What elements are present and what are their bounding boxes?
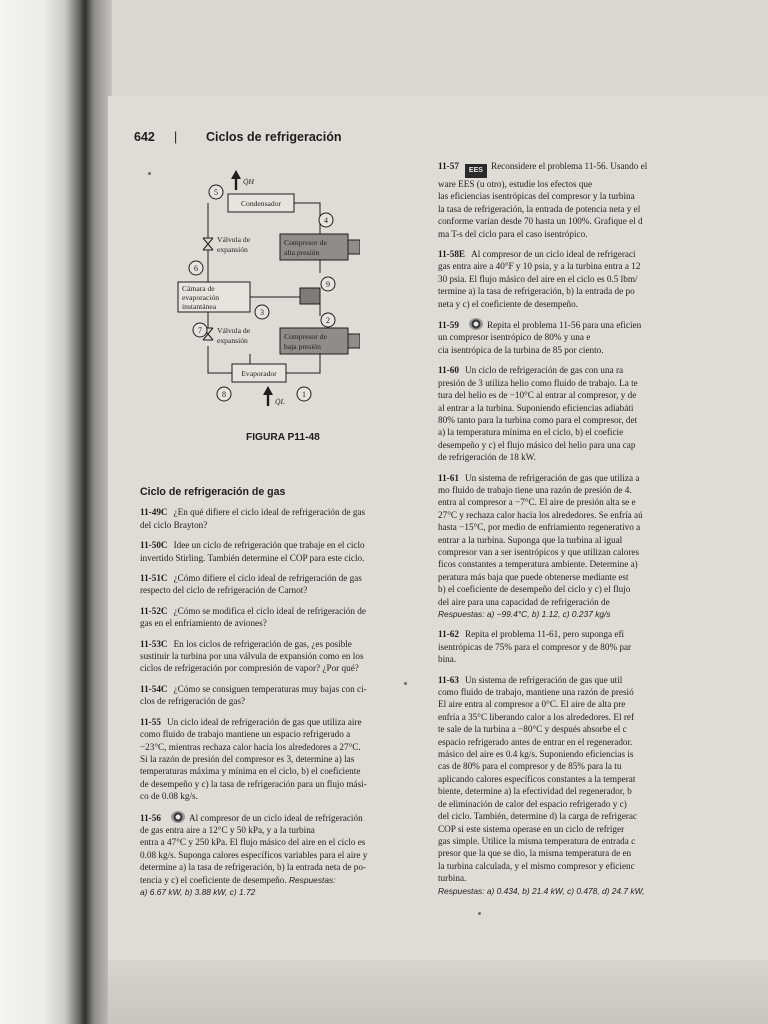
valve1-label-b: expansión bbox=[217, 245, 248, 254]
state-1-label: 1 bbox=[302, 390, 306, 399]
problem-11-61: 11-61 Un sistema de refrigeración de gas que utiliza a mo fluido de trabajo tiene una razón de presión de 4. entra al compresor a −7°C. El aire de presión alta se e 27°C y rechaza calor hacia los alrededores. Se enfría aú hasta −15°C, por medio de enfriamiento regenerativo a entrar a la turbina. Suponga que la turbina al igual compresor van a ser isentrópicos y que utilizan calores ficos constantes a temperatura ambiente. Determine a) peratura más baja que puede obtenerse mediante est b) el coeficiente de desempeño del ciclo y c) el flujo del aire para una capacidad de refrigeración de Respuestas: a) −99.4°C, b) 1.12, c) 0.237 kg/s bbox=[438, 472, 643, 619]
expansion-valve-1-icon bbox=[203, 238, 213, 250]
answer-11-56: a) 6.67 kW, b) 3.88 kW, c) 1.72 bbox=[140, 886, 256, 897]
heat-out-label: Q̇H bbox=[243, 177, 254, 186]
figure-caption: FIGURA P11-48 bbox=[246, 432, 320, 443]
hp-compressor-label-a: Compresor de bbox=[284, 238, 327, 247]
ees-icon: EES bbox=[465, 164, 487, 178]
problem-11-52C: 11-52C ¿Cómo se modifica el ciclo ideal de refrigeración de gas en el enfriamiento de aviones? bbox=[140, 605, 366, 629]
problem-11-62: 11-62 Repita el problema 11-61, pero suponga efi isentrópicas de 75% para el compresor y de 80% par bina. bbox=[438, 629, 632, 665]
header-separator: | bbox=[174, 130, 178, 144]
dust-speck bbox=[148, 172, 151, 175]
problem-11-51C: 11-51C ¿Cómo difiere el ciclo ideal de refrigeración de gas respecto del ciclo de refrigeración de Carnot? bbox=[140, 573, 362, 596]
problem-11-49C: 11-49C ¿En qué difiere el ciclo ideal de refrigeración de gas del ciclo Brayton? bbox=[140, 507, 366, 530]
problem-11-59: 11-59 Repita el problema 11-56 para una eficien un compresor isentrópico de 80% y una e cia isentrópica de la turbina de 85 por ciento. bbox=[438, 320, 642, 355]
evaporator-label: Evaporador bbox=[241, 369, 277, 378]
answer-label: Respuestas: bbox=[288, 874, 336, 885]
state-6-label: 6 bbox=[194, 264, 198, 273]
cd-icon bbox=[171, 811, 185, 823]
cd-icon bbox=[469, 318, 483, 330]
lp-compressor-label-b: baja presión bbox=[284, 342, 321, 351]
book-binding-shadow bbox=[0, 0, 112, 1024]
problem-11-53C: 11-53C En los ciclos de refrigeración de gas, ¿es posible sustituir la turbina por una válvula de expansión como en los ciclos de refrigeración por compresión de vapor? ¿Por qué? bbox=[140, 638, 364, 674]
dust-speck bbox=[404, 682, 407, 685]
lp-compressor-label-a: Compresor de bbox=[284, 332, 327, 341]
dust-speck bbox=[478, 912, 481, 915]
problem-11-54C: 11-54C ¿Cómo se consiguen temperaturas muy bajas con ci- clos de refrigeración de gas? bbox=[140, 683, 367, 707]
valve1-label-a: Válvula de bbox=[217, 235, 251, 244]
chapter-title: Ciclos de refrigeración bbox=[206, 130, 342, 144]
answer-11-61: a) −99.4°C, b) 1.12, c) 0.237 kg/s bbox=[486, 609, 611, 619]
problem-11-60: 11-60 Un ciclo de refrigeración de gas con una ra presión de 3 utiliza helio como fluido de trabajo. La te tura del helio es de −10°C al entrar al compresor, y de al entrar a la turbina. Suponiendo eficiencias adiabáti 80% tanto para la turbina como para el compresor, det a) la temperatura mínima en el ciclo, b) el coeficie desempeño y c) el flujo másico del helio para una cap de refrigeración de 18 kW. bbox=[438, 365, 638, 463]
problem-11-58E: 11-58E Al compresor de un ciclo ideal de refrigeraci gas entra aire a 40°F y 10 psia, y a la turbina entra a 12 30 psia. El flujo másico del aire en el ciclo es 0.5 lbm/ termine a) la tasa de refrigeración, b) la entrada de po neta y c) el coeficiente de desempeño. bbox=[438, 249, 641, 309]
state-7-label: 7 bbox=[198, 326, 202, 335]
state-5-label: 5 bbox=[214, 188, 218, 197]
valve2-label-b: expansión bbox=[217, 336, 248, 345]
problem-11-55: 11-55 Un ciclo ideal de refrigeración de gas que utiliza aire como fluido de trabajo mantiene un espacio refrigerado a −23°C, mientras rechaza calor hacia los alrededores a 27°C. Si la razón de presión del compresor es 3, determine a) las temperaturas máxima y mínima en el ciclo, b) el coeficiente de desempeño y c) la tasa de refrigeración para un flujo mási- co de 0.08 kg/s. bbox=[140, 716, 367, 802]
page-bottom-shadow bbox=[108, 960, 768, 1024]
problem-11-56: 11-56 Al compresor de un ciclo ideal de refrigeración de gas entra aire a 12°C y 50 kPa, y a la turbina entra a 47°C y 250 kPa. El flujo másico del aire en el ciclo es 0.08 kg/s. Suponga calores específicos variables para el aire y determine a) la tasa de refrigeración, b) la entrada neta de po- tencia y c) el coeficiente de desempeño. Respuestas: a) 6.67 kW, b) 3.88 kW, c) 1.72 bbox=[140, 811, 430, 899]
heat-out-arrow bbox=[231, 170, 241, 190]
hp-compressor-label-b: alta presión bbox=[284, 248, 320, 257]
refrigeration-system-diagram bbox=[170, 168, 360, 424]
heat-in-arrow bbox=[263, 386, 273, 406]
chamber-label-c: instantánea bbox=[182, 302, 217, 311]
heat-in-label: Q̇L bbox=[275, 397, 285, 406]
valve2-label-a: Válvula de bbox=[217, 326, 251, 335]
left-column bbox=[140, 486, 430, 906]
state-4-label: 4 bbox=[324, 216, 328, 225]
answer-label: Respuestas: bbox=[438, 609, 485, 619]
condenser-label: Condensador bbox=[240, 199, 282, 208]
page-number: 642 bbox=[134, 130, 155, 144]
state-3-label: 3 bbox=[260, 308, 264, 317]
right-column bbox=[438, 160, 696, 900]
problem-11-50C: 11-50C Idee un ciclo de refrigeración que trabaje en el ciclo invertido Stirling. También determine el COP para este ciclo. bbox=[140, 540, 365, 563]
chamber-label-b: evaporación bbox=[182, 293, 220, 302]
state-2-label: 2 bbox=[326, 316, 330, 325]
problem-11-57: 11-57 EES Reconsidere el problema 11-56. Usando el ware EES (u otro), estudie los efectos que las eficiencias isentrópicas del compresor y la turbina la tasa de refrigeración, la entrada de potencia neta y el conforme varían desde 70 hasta un 100%. Grafique el d ma T-s del ciclo para el caso isentrópico. bbox=[438, 161, 648, 239]
problem-11-63: 11-63 Un sistema de refrigeración de gas que util como fluido de trabajo, mantiene una razón de presió El aire entra al compresor a 0°C. El aire de alta pre enfría a 35°C liberando calor a los alrededores. El ref te sale de la turbina a −80°C y después absorbe el c espacio refrigerado antes de entrar en el regenerador. másico del aire es 0.4 kg/s. Suponiendo eficiencias is cas de 80% para el compresor y de 85% para la tu aplicando calores específicos constantes a la temperat biente, determine a) la efectividad del regenerador, b de eliminación de calor del espacio refrigerado y c) del ciclo. También, determine d) la carga de refrigerac COP si este sistema operase en un ciclo de refriger gas simple. Utilice la misma temperatura de entrada c presor que la que se dio, la misma temperatura de en la turbina calculada, y el mismo compresor y eficienc turbina. Respuestas: a) 0.434, b) 21.4 kW, c) 0.478, d) 24.7 kW, bbox=[438, 674, 645, 896]
answer-11-63: a) 0.434, b) 21.4 kW, c) 0.478, d) 24.7 kW, bbox=[486, 885, 645, 896]
answer-label: Respuestas: bbox=[438, 885, 485, 896]
section-title: Ciclo de refrigeración de gas bbox=[140, 486, 286, 498]
state-9-label: 9 bbox=[326, 280, 330, 289]
mixing-chamber-box bbox=[300, 288, 320, 304]
state-8-label: 8 bbox=[222, 390, 226, 399]
chamber-label-a: Cámara de bbox=[182, 284, 215, 293]
